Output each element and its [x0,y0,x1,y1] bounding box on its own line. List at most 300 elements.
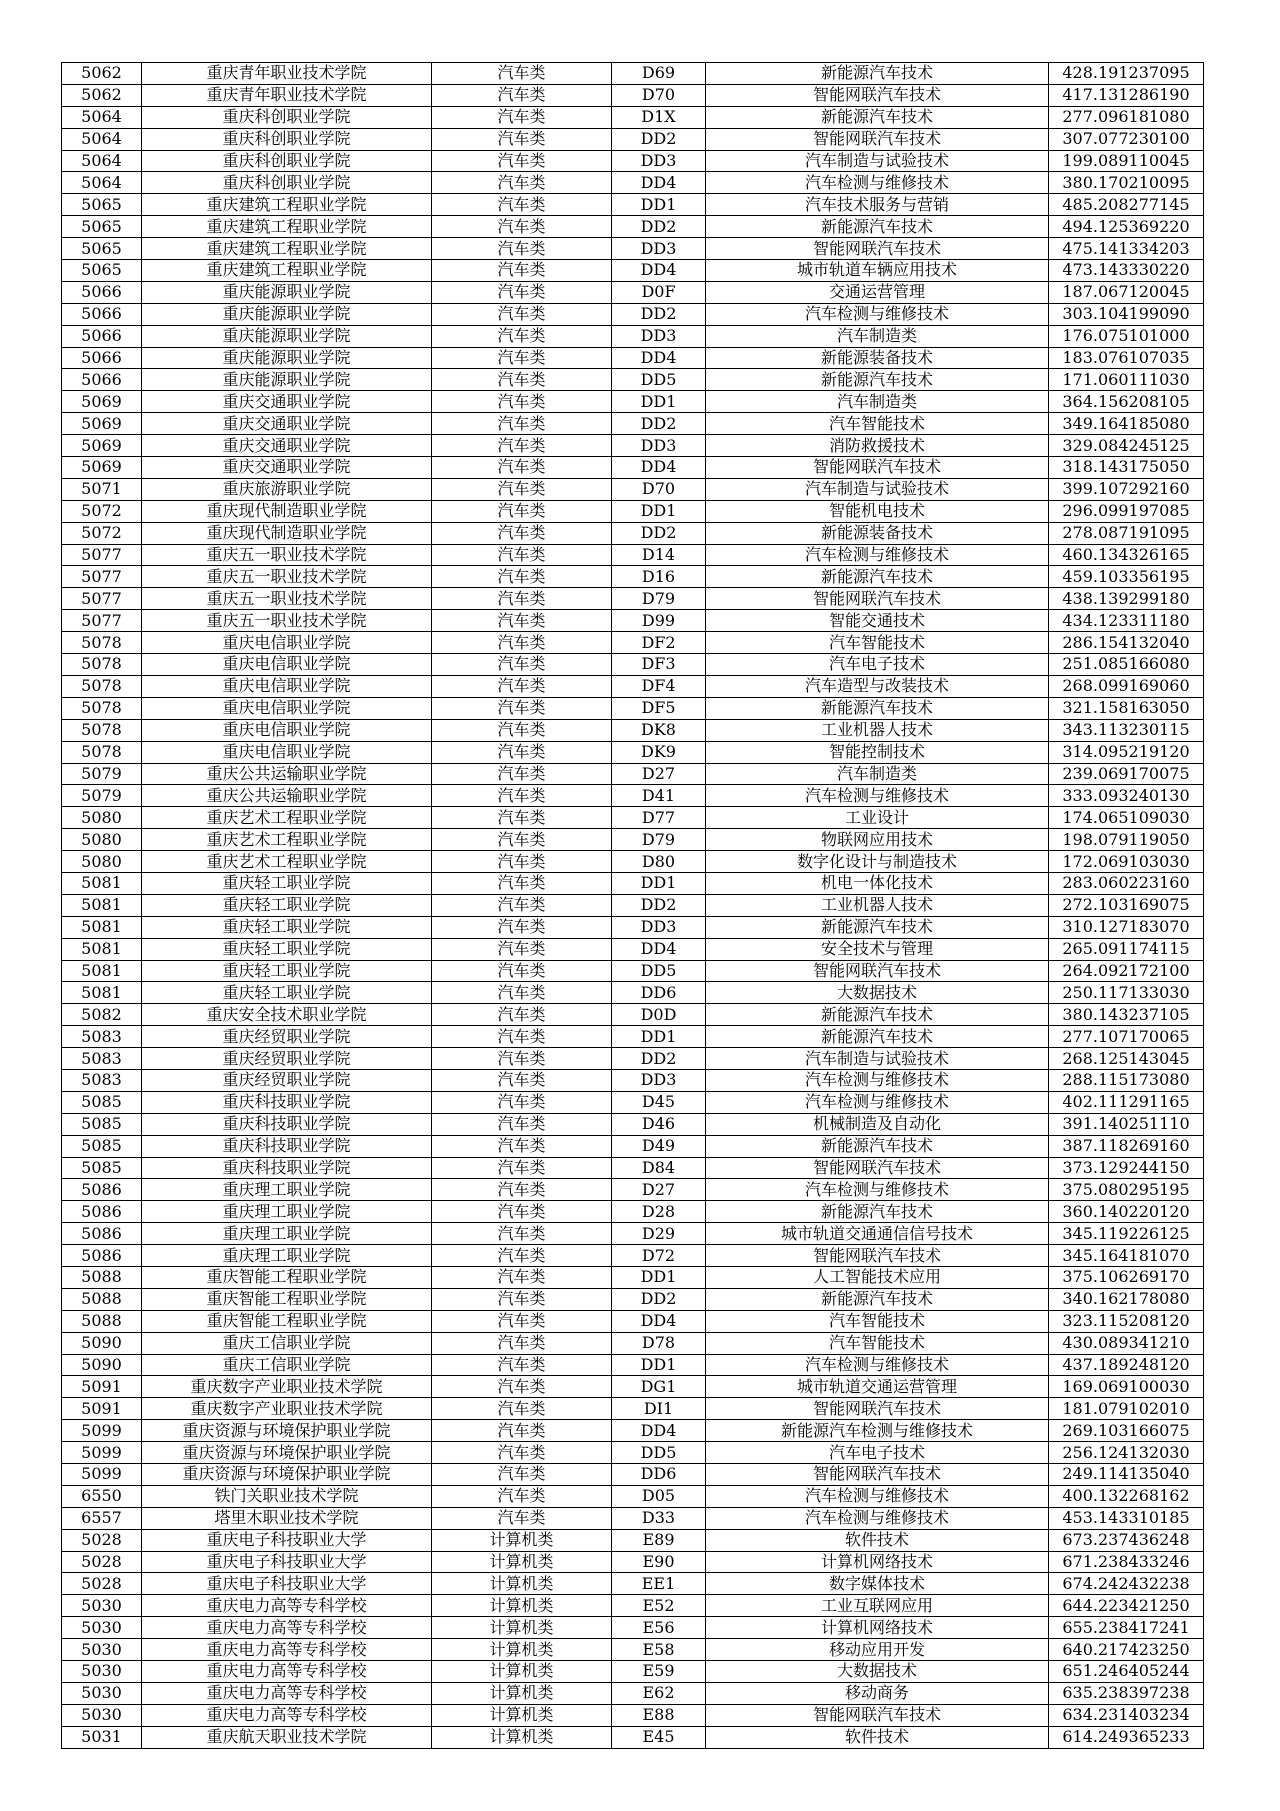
major-name-cell: 新能源装备技术 [706,347,1049,369]
school-code-cell: 5077 [62,610,142,632]
major-name-cell: 智能交通技术 [706,610,1049,632]
table-row [62,1726,1204,1748]
category-cell: 汽车类 [432,325,612,347]
major-code-cell: DD4 [612,1310,706,1332]
school-name-cell: 重庆电信职业学院 [142,654,432,676]
table-row [62,566,1204,588]
major-name-cell: 汽车电子技术 [706,654,1049,676]
table-row [62,1157,1204,1179]
school-name-cell: 重庆智能工程职业学院 [142,1288,432,1310]
school-code-cell: 5080 [62,851,142,873]
major-code-cell: DD2 [612,522,706,544]
school-code-cell: 5028 [62,1529,142,1551]
table-row [62,1376,1204,1398]
table-row [62,1485,1204,1507]
school-name-cell: 重庆能源职业学院 [142,281,432,303]
major-name-cell: 移动应用开发 [706,1639,1049,1661]
score-cell: 268.099169060 [1049,675,1204,697]
school-name-cell: 重庆科创职业学院 [142,128,432,150]
category-cell: 汽车类 [432,894,612,916]
table-row [62,369,1204,391]
school-name-cell: 重庆公共运输职业学院 [142,763,432,785]
category-cell: 计算机类 [432,1661,612,1683]
school-code-cell: 5062 [62,63,142,85]
table-row [62,1201,1204,1223]
school-code-cell: 5088 [62,1310,142,1332]
school-name-cell: 重庆轻工职业学院 [142,916,432,938]
category-cell: 汽车类 [432,588,612,610]
score-cell: 453.143310185 [1049,1507,1204,1529]
score-cell: 329.084245125 [1049,435,1204,457]
table-row [62,216,1204,238]
score-cell: 288.115173080 [1049,1069,1204,1091]
school-name-cell: 重庆航天职业技术学院 [142,1726,432,1748]
major-code-cell: DD4 [612,1420,706,1442]
table-row [62,1004,1204,1026]
major-name-cell: 消防救援技术 [706,435,1049,457]
school-code-cell: 5099 [62,1442,142,1464]
score-cell: 296.099197085 [1049,500,1204,522]
major-name-cell: 软件技术 [706,1529,1049,1551]
score-cell: 265.091174115 [1049,938,1204,960]
score-cell: 277.107170065 [1049,1026,1204,1048]
major-name-cell: 新能源汽车技术 [706,63,1049,85]
score-cell: 277.096181080 [1049,106,1204,128]
score-cell: 387.118269160 [1049,1135,1204,1157]
school-code-cell: 5066 [62,281,142,303]
major-code-cell: D14 [612,544,706,566]
table-row [62,675,1204,697]
major-code-cell: DD5 [612,960,706,982]
category-cell: 汽车类 [432,478,612,500]
school-code-cell: 5082 [62,1004,142,1026]
score-cell: 307.077230100 [1049,128,1204,150]
score-cell: 318.143175050 [1049,457,1204,479]
school-name-cell: 重庆科创职业学院 [142,172,432,194]
table-row [62,588,1204,610]
category-cell: 汽车类 [432,1135,612,1157]
school-code-cell: 5081 [62,894,142,916]
major-code-cell: D0F [612,281,706,303]
school-code-cell: 5030 [62,1639,142,1661]
category-cell: 计算机类 [432,1573,612,1595]
school-code-cell: 5086 [62,1201,142,1223]
score-cell: 364.156208105 [1049,391,1204,413]
table-row [62,1288,1204,1310]
major-code-cell: DD3 [612,916,706,938]
major-code-cell: E56 [612,1617,706,1639]
school-name-cell: 重庆经贸职业学院 [142,1069,432,1091]
category-cell: 汽车类 [432,150,612,172]
major-code-cell: DG1 [612,1376,706,1398]
category-cell: 汽车类 [432,63,612,85]
school-code-cell: 5065 [62,194,142,216]
table-row [62,894,1204,916]
score-cell: 181.079102010 [1049,1398,1204,1420]
score-cell: 434.123311180 [1049,610,1204,632]
major-code-cell: D79 [612,829,706,851]
school-name-cell: 重庆轻工职业学院 [142,872,432,894]
school-code-cell: 5078 [62,632,142,654]
school-name-cell: 重庆现代制造职业学院 [142,500,432,522]
school-name-cell: 重庆电力高等专科学校 [142,1595,432,1617]
major-name-cell: 新能源汽车技术 [706,697,1049,719]
major-name-cell: 汽车检测与维修技术 [706,1485,1049,1507]
school-code-cell: 5064 [62,172,142,194]
school-name-cell: 重庆电力高等专科学校 [142,1639,432,1661]
table-row [62,1442,1204,1464]
major-name-cell: 新能源汽车检测与维修技术 [706,1420,1049,1442]
major-name-cell: 新能源汽车技术 [706,1288,1049,1310]
table-row [62,500,1204,522]
school-name-cell: 重庆艺术工程职业学院 [142,829,432,851]
school-name-cell: 重庆轻工职业学院 [142,982,432,1004]
category-cell: 汽车类 [432,1332,612,1354]
school-code-cell: 5099 [62,1420,142,1442]
table-row [62,1529,1204,1551]
school-code-cell: 5064 [62,128,142,150]
category-cell: 汽车类 [432,413,612,435]
score-cell: 399.107292160 [1049,478,1204,500]
major-code-cell: DD1 [612,194,706,216]
school-name-cell: 重庆理工职业学院 [142,1179,432,1201]
category-cell: 汽车类 [432,260,612,282]
table-row [62,1135,1204,1157]
table-row [62,106,1204,128]
category-cell: 汽车类 [432,303,612,325]
major-name-cell: 大数据技术 [706,982,1049,1004]
major-name-cell: 汽车智能技术 [706,632,1049,654]
category-cell: 汽车类 [432,982,612,1004]
school-code-cell: 5031 [62,1726,142,1748]
major-code-cell: D69 [612,63,706,85]
category-cell: 汽车类 [432,960,612,982]
school-code-cell: 5091 [62,1376,142,1398]
category-cell: 汽车类 [432,807,612,829]
school-code-cell: 5028 [62,1551,142,1573]
score-cell: 345.164181070 [1049,1245,1204,1267]
school-name-cell: 重庆理工职业学院 [142,1201,432,1223]
score-cell: 249.114135040 [1049,1464,1204,1486]
score-cell: 171.060111030 [1049,369,1204,391]
major-code-cell: DD4 [612,347,706,369]
category-cell: 汽车类 [432,391,612,413]
table-row [62,84,1204,106]
school-name-cell: 重庆电信职业学院 [142,675,432,697]
school-code-cell: 5069 [62,435,142,457]
major-name-cell: 新能源汽车技术 [706,216,1049,238]
major-name-cell: 智能控制技术 [706,741,1049,763]
table-row [62,391,1204,413]
score-cell: 268.125143045 [1049,1048,1204,1070]
major-name-cell: 汽车智能技术 [706,1310,1049,1332]
table-row [62,1420,1204,1442]
score-cell: 380.170210095 [1049,172,1204,194]
major-code-cell: DD3 [612,435,706,457]
school-name-cell: 重庆电子科技职业大学 [142,1551,432,1573]
category-cell: 汽车类 [432,172,612,194]
category-cell: 汽车类 [432,281,612,303]
category-cell: 汽车类 [432,84,612,106]
table-row [62,1332,1204,1354]
category-cell: 汽车类 [432,675,612,697]
table-row [62,1354,1204,1376]
major-name-cell: 新能源汽车技术 [706,566,1049,588]
table-row [62,1682,1204,1704]
school-code-cell: 5028 [62,1573,142,1595]
major-code-cell: E45 [612,1726,706,1748]
table-row [62,719,1204,741]
score-cell: 635.238397238 [1049,1682,1204,1704]
table-row [62,982,1204,1004]
category-cell: 汽车类 [432,1004,612,1026]
table-row [62,1464,1204,1486]
school-name-cell: 重庆五一职业技术学院 [142,566,432,588]
score-cell: 438.139299180 [1049,588,1204,610]
school-code-cell: 5066 [62,325,142,347]
major-name-cell: 汽车检测与维修技术 [706,1069,1049,1091]
major-code-cell: DD3 [612,238,706,260]
category-cell: 汽车类 [432,851,612,873]
table-row [62,413,1204,435]
school-name-cell: 重庆五一职业技术学院 [142,588,432,610]
school-name-cell: 重庆理工职业学院 [142,1245,432,1267]
score-cell: 333.093240130 [1049,785,1204,807]
score-cell: 380.143237105 [1049,1004,1204,1026]
category-cell: 汽车类 [432,1354,612,1376]
table-row [62,150,1204,172]
table-row [62,172,1204,194]
table-row [62,1048,1204,1070]
major-code-cell: D70 [612,478,706,500]
major-code-cell: DD6 [612,1464,706,1486]
major-code-cell: D72 [612,1245,706,1267]
school-code-cell: 5030 [62,1704,142,1726]
score-cell: 655.238417241 [1049,1617,1204,1639]
major-name-cell: 人工智能技术应用 [706,1266,1049,1288]
major-code-cell: DK8 [612,719,706,741]
table-row [62,194,1204,216]
major-code-cell: DD2 [612,303,706,325]
school-code-cell: 5066 [62,303,142,325]
major-name-cell: 汽车检测与维修技术 [706,303,1049,325]
score-cell: 674.242432238 [1049,1573,1204,1595]
school-name-cell: 塔里木职业技术学院 [142,1507,432,1529]
major-name-cell: 新能源汽车技术 [706,1026,1049,1048]
category-cell: 汽车类 [432,457,612,479]
school-name-cell: 重庆数字产业职业技术学院 [142,1376,432,1398]
major-code-cell: D78 [612,1332,706,1354]
school-code-cell: 5085 [62,1157,142,1179]
major-name-cell: 智能网联汽车技术 [706,960,1049,982]
category-cell: 汽车类 [432,194,612,216]
score-cell: 417.131286190 [1049,84,1204,106]
school-name-cell: 重庆科技职业学院 [142,1157,432,1179]
major-code-cell: D27 [612,763,706,785]
school-code-cell: 5081 [62,938,142,960]
major-code-cell: D33 [612,1507,706,1529]
table-row [62,1113,1204,1135]
score-cell: 430.089341210 [1049,1332,1204,1354]
school-name-cell: 重庆建筑工程职业学院 [142,260,432,282]
category-cell: 汽车类 [432,785,612,807]
major-name-cell: 新能源装备技术 [706,522,1049,544]
table-row [62,1639,1204,1661]
table-row [62,1179,1204,1201]
category-cell: 汽车类 [432,1048,612,1070]
school-name-cell: 重庆青年职业技术学院 [142,84,432,106]
school-code-cell: 5079 [62,763,142,785]
school-code-cell: 5085 [62,1091,142,1113]
category-cell: 汽车类 [432,1310,612,1332]
major-name-cell: 汽车检测与维修技术 [706,1354,1049,1376]
category-cell: 汽车类 [432,610,612,632]
category-cell: 汽车类 [432,1069,612,1091]
major-name-cell: 智能网联汽车技术 [706,1157,1049,1179]
school-code-cell: 5090 [62,1354,142,1376]
major-name-cell: 汽车智能技术 [706,1332,1049,1354]
major-code-cell: DF4 [612,675,706,697]
score-cell: 644.223421250 [1049,1595,1204,1617]
major-code-cell: E62 [612,1682,706,1704]
major-code-cell: D46 [612,1113,706,1135]
school-name-cell: 重庆科创职业学院 [142,106,432,128]
school-code-cell: 5091 [62,1398,142,1420]
table-row [62,544,1204,566]
school-name-cell: 重庆电子科技职业大学 [142,1529,432,1551]
category-cell: 汽车类 [432,500,612,522]
school-name-cell: 重庆经贸职业学院 [142,1026,432,1048]
score-cell: 323.115208120 [1049,1310,1204,1332]
score-cell: 174.065109030 [1049,807,1204,829]
school-code-cell: 5086 [62,1179,142,1201]
school-name-cell: 重庆智能工程职业学院 [142,1266,432,1288]
school-name-cell: 重庆现代制造职业学院 [142,522,432,544]
major-name-cell: 汽车技术服务与营销 [706,194,1049,216]
major-name-cell: 数字媒体技术 [706,1573,1049,1595]
major-name-cell: 智能网联汽车技术 [706,457,1049,479]
table-row [62,1245,1204,1267]
major-name-cell: 工业设计 [706,807,1049,829]
school-name-cell: 重庆资源与环境保护职业学院 [142,1420,432,1442]
score-cell: 428.191237095 [1049,63,1204,85]
major-name-cell: 城市轨道车辆应用技术 [706,260,1049,282]
score-cell: 198.079119050 [1049,829,1204,851]
major-name-cell: 智能机电技术 [706,500,1049,522]
category-cell: 汽车类 [432,1266,612,1288]
score-cell: 614.249365233 [1049,1726,1204,1748]
category-cell: 计算机类 [432,1595,612,1617]
category-cell: 汽车类 [432,435,612,457]
category-cell: 计算机类 [432,1704,612,1726]
table-row [62,938,1204,960]
school-code-cell: 5078 [62,654,142,676]
school-name-cell: 重庆电力高等专科学校 [142,1661,432,1683]
score-cell: 187.067120045 [1049,281,1204,303]
school-code-cell: 5069 [62,391,142,413]
major-code-cell: D45 [612,1091,706,1113]
school-code-cell: 5086 [62,1245,142,1267]
major-name-cell: 汽车检测与维修技术 [706,1091,1049,1113]
major-name-cell: 软件技术 [706,1726,1049,1748]
score-cell: 340.162178080 [1049,1288,1204,1310]
school-code-cell: 5030 [62,1682,142,1704]
category-cell: 汽车类 [432,216,612,238]
major-name-cell: 机电一体化技术 [706,872,1049,894]
category-cell: 汽车类 [432,1376,612,1398]
major-name-cell: 数字化设计与制造技术 [706,851,1049,873]
table-row [62,807,1204,829]
table-row [62,281,1204,303]
category-cell: 汽车类 [432,369,612,391]
school-code-cell: 5081 [62,982,142,1004]
major-name-cell: 汽车制造与试验技术 [706,1048,1049,1070]
major-name-cell: 城市轨道交通通信信号技术 [706,1223,1049,1245]
school-name-cell: 重庆能源职业学院 [142,325,432,347]
category-cell: 汽车类 [432,566,612,588]
category-cell: 汽车类 [432,238,612,260]
school-code-cell: 5077 [62,544,142,566]
major-code-cell: DD2 [612,413,706,435]
score-cell: 673.237436248 [1049,1529,1204,1551]
table-row [62,1091,1204,1113]
school-code-cell: 5088 [62,1266,142,1288]
school-code-cell: 5065 [62,238,142,260]
score-cell: 269.103166075 [1049,1420,1204,1442]
school-code-cell: 5080 [62,807,142,829]
school-code-cell: 5085 [62,1135,142,1157]
category-cell: 计算机类 [432,1617,612,1639]
major-code-cell: DF2 [612,632,706,654]
major-name-cell: 智能网联汽车技术 [706,1398,1049,1420]
category-cell: 汽车类 [432,1464,612,1486]
school-code-cell: 5030 [62,1595,142,1617]
category-cell: 汽车类 [432,1288,612,1310]
table-row [62,1266,1204,1288]
major-name-cell: 汽车制造类 [706,391,1049,413]
score-cell: 303.104199090 [1049,303,1204,325]
school-name-cell: 重庆艺术工程职业学院 [142,851,432,873]
major-name-cell: 新能源汽车技术 [706,916,1049,938]
table-row [62,1551,1204,1573]
table-row [62,1223,1204,1245]
major-name-cell: 智能网联汽车技术 [706,1464,1049,1486]
category-cell: 汽车类 [432,719,612,741]
major-name-cell: 汽车制造类 [706,325,1049,347]
category-cell: 汽车类 [432,1245,612,1267]
major-code-cell: DF3 [612,654,706,676]
score-cell: 199.089110045 [1049,150,1204,172]
category-cell: 汽车类 [432,938,612,960]
category-cell: 汽车类 [432,763,612,785]
school-name-cell: 重庆电力高等专科学校 [142,1704,432,1726]
major-code-cell: DD3 [612,325,706,347]
major-name-cell: 汽车制造与试验技术 [706,150,1049,172]
score-cell: 391.140251110 [1049,1113,1204,1135]
category-cell: 计算机类 [432,1682,612,1704]
major-code-cell: DD1 [612,500,706,522]
school-code-cell: 5078 [62,697,142,719]
category-cell: 汽车类 [432,654,612,676]
school-code-cell: 5077 [62,588,142,610]
major-name-cell: 汽车检测与维修技术 [706,1179,1049,1201]
school-name-cell: 重庆电信职业学院 [142,741,432,763]
school-code-cell: 5071 [62,478,142,500]
major-name-cell: 智能网联汽车技术 [706,588,1049,610]
table-row [62,785,1204,807]
category-cell: 汽车类 [432,1091,612,1113]
score-cell: 640.217423250 [1049,1639,1204,1661]
